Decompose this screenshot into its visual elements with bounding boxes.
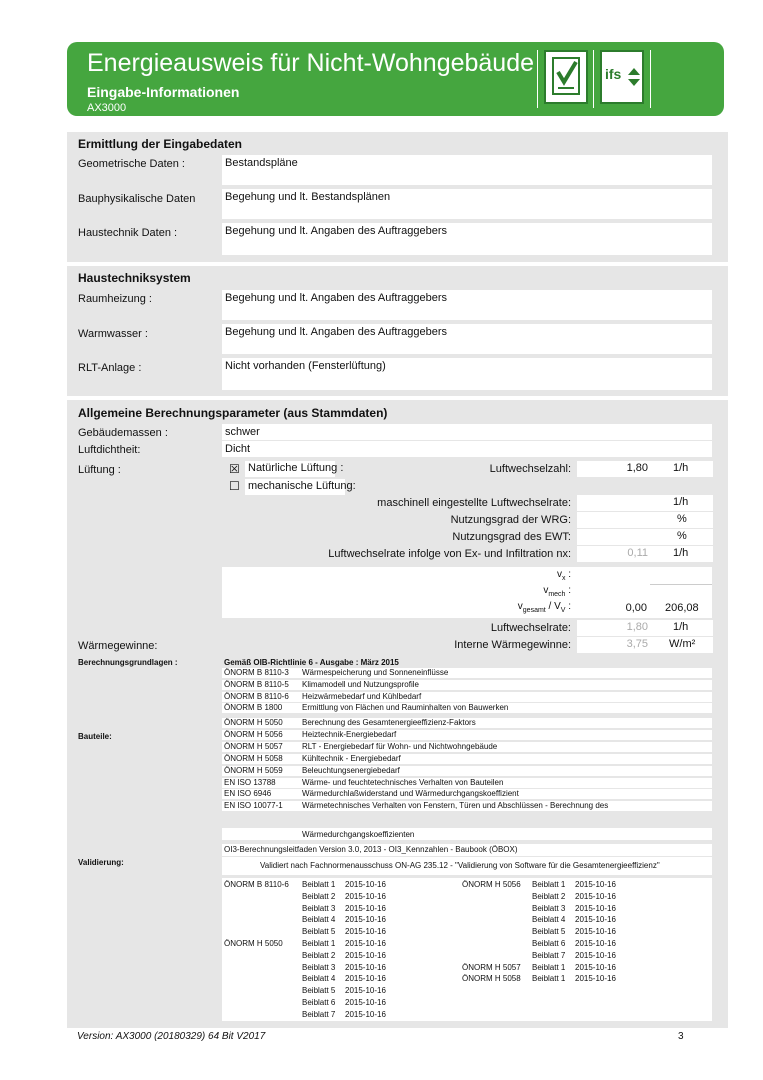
ifs-logo-text: ifs <box>605 66 622 82</box>
validation-date: 2015-10-16 <box>345 986 386 996</box>
raumheizung-field[interactable]: Begehung und lt. Angaben des Auftraggebers <box>222 290 712 320</box>
natuerliche-lueftung-label: Natürliche Lüftung : <box>245 461 335 477</box>
validation-sheet: Beiblatt 6 <box>532 939 566 948</box>
bauphysik-label: Bauphysikalische Daten <box>78 193 196 205</box>
vgesamt-value: 0,00 <box>625 602 647 614</box>
norm-code: ÖNORM B 8110-6 <box>224 691 289 701</box>
warmwasser-label: Warmwasser : <box>78 328 148 340</box>
header-divider <box>650 50 651 108</box>
document-subtitle: Eingabe-Informationen <box>87 84 240 100</box>
divider <box>650 584 712 585</box>
ewt-unit: % <box>651 529 713 545</box>
ifs-logo-icon <box>600 50 644 104</box>
validation-norm: ÖNORM B 8110-6 <box>224 880 289 889</box>
validation-sheet: Beiblatt 2 <box>302 891 336 901</box>
validation-date: 2015-10-16 <box>575 880 616 889</box>
maschinell-label: maschinell eingestellte Luftwechselrate: <box>377 497 571 509</box>
maschinell-value[interactable] <box>577 495 651 511</box>
norm-code: EN ISO 13788 <box>224 777 276 787</box>
luftwechselrate-label: Luftwechselrate: <box>490 622 571 634</box>
section-title: Ermittlung der Eingabedaten <box>78 137 243 151</box>
checklist-logo-icon <box>544 50 588 104</box>
bauphysik-field[interactable]: Begehung und lt. Bestandsplänen <box>222 189 712 219</box>
validation-sheet: Beiblatt 1 <box>302 880 336 889</box>
norm-desc: Berechnung des Gesamtenergieeffizienz-Faktors <box>302 718 476 727</box>
norm-code: ÖNORM H 5057 <box>224 741 283 751</box>
header-divider <box>593 50 594 108</box>
raumheizung-label: Raumheizung : <box>78 293 152 305</box>
validation-sheet: Beiblatt 3 <box>532 903 566 913</box>
geometrie-label: Geometrische Daten : <box>78 158 185 170</box>
luftdichtheit-field[interactable]: Dicht <box>222 441 712 457</box>
validation-sheet: Beiblatt 7 <box>302 1009 336 1019</box>
vgesamt-label: $v_{gesamt} / V_V$ : <box>517 601 571 614</box>
validation-norm: ÖNORM H 5056 <box>462 880 521 889</box>
norm-code: ÖNORM B 1800 <box>224 703 283 713</box>
validation-date: 2015-10-16 <box>575 927 616 937</box>
validation-date: 2015-10-16 <box>345 891 386 901</box>
validation-sheet: Beiblatt 3 <box>302 962 336 972</box>
validation-date: 2015-10-16 <box>575 950 616 960</box>
validierung-label: Validierung: <box>78 858 124 867</box>
validation-date: 2015-10-16 <box>345 974 386 984</box>
validation-sheet: Beiblatt 4 <box>302 915 336 925</box>
norm-row <box>222 754 712 764</box>
validation-sheet: Beiblatt 4 <box>532 915 566 925</box>
haustechnik-daten-field[interactable]: Begehung und lt. Angaben des Auftraggebers <box>222 223 712 255</box>
validation-date: 2015-10-16 <box>345 962 386 972</box>
validation-sheet: Beiblatt 1 <box>532 962 566 972</box>
validation-norm: ÖNORM H 5050 <box>224 939 283 948</box>
validation-sheet: Beiblatt 1 <box>302 939 336 948</box>
leitfaden-text: OI3-Berechnungsleitfaden Version 3.0, 2013 - OI3_Kennzahlen - Baubook (ÖBOX) <box>224 845 518 854</box>
bauteile-label: Bauteile: <box>78 732 112 741</box>
mechanische-lueftung-checkbox[interactable]: ☐ <box>229 479 240 493</box>
vv-value: 206,08 <box>665 602 699 614</box>
norm-desc: Klimamodell und Nutzungsprofile <box>302 679 419 689</box>
validation-date: 2015-10-16 <box>575 891 616 901</box>
natuerliche-lueftung-checkbox[interactable]: ☒ <box>229 462 240 476</box>
infiltration-value[interactable]: 0,11 <box>577 546 651 562</box>
validation-date: 2015-10-16 <box>345 927 386 937</box>
vx-label: $v_x$ : <box>556 569 571 582</box>
validation-norm: ÖNORM H 5058 <box>462 974 521 984</box>
section-title: Allgemeine Berechnungsparameter (aus Stammdaten) <box>78 406 388 420</box>
norm-desc: Wärmespeicherung und Sonneneinflüsse <box>302 668 449 677</box>
validation-sheet: Beiblatt 1 <box>532 880 566 889</box>
validation-sheet: Beiblatt 5 <box>302 927 336 937</box>
norm-desc: Wärme- und feuchtetechnisches Verhalten von Bauteilen <box>302 777 504 787</box>
validation-sheet: Beiblatt 2 <box>532 891 566 901</box>
validation-norm: ÖNORM H 5057 <box>462 962 521 972</box>
footer-version: Version: AX3000 (20180329) 64 Bit V2017 <box>77 1031 266 1042</box>
grundlagen-heading: Gemäß OIB-Richtlinie 6 - Ausgabe : März 2015 <box>224 658 399 667</box>
maschinell-unit: 1/h <box>651 495 713 511</box>
header-banner <box>67 42 724 116</box>
norm-code: ÖNORM B 8110-5 <box>224 679 289 689</box>
validation-date: 2015-10-16 <box>575 915 616 925</box>
norm-code: ÖNORM H 5058 <box>224 753 283 763</box>
validation-sheet: Beiblatt 5 <box>532 927 566 937</box>
validation-sheet: Beiblatt 6 <box>302 998 336 1007</box>
product-name: AX3000 <box>87 102 127 114</box>
rlt-anlage-label: RLT-Anlage : <box>78 362 142 374</box>
norm-row <box>222 829 712 840</box>
norm-desc-continued: Wärmedurchgangskoeffizienten <box>302 830 415 839</box>
norm-desc: Wärmedurchlaßwiderstand und Wärmedurchgangskoeffizient <box>302 789 519 799</box>
warmwasser-field[interactable]: Begehung und lt. Angaben des Auftraggebers <box>222 324 712 354</box>
validation-date: 2015-10-16 <box>345 915 386 925</box>
haustechnik-daten-label: Haustechnik Daten : <box>78 227 178 239</box>
wrg-unit: % <box>651 512 713 528</box>
ewt-value[interactable] <box>577 529 651 545</box>
norm-row <box>222 692 712 702</box>
validation-date: 2015-10-16 <box>575 962 616 972</box>
interne-waermegewinne-value[interactable]: 3,75 <box>577 637 651 653</box>
norm-code: EN ISO 10077-1 <box>224 801 283 811</box>
mechanische-lueftung-label: mechanische Lüftung: <box>245 479 345 495</box>
validierung-table <box>222 878 712 1021</box>
validation-date: 2015-10-16 <box>345 1009 386 1019</box>
rlt-anlage-field[interactable]: Nicht vorhanden (Fensterlüftung) <box>222 358 712 390</box>
interne-waermegewinne-label: Interne Wärmegewinne: <box>454 639 571 651</box>
validation-sheet: Beiblatt 7 <box>532 950 566 960</box>
section-haustechnik <box>67 266 728 396</box>
luftwechselrate-value[interactable]: 1,80 <box>577 620 651 636</box>
waermegewinne-label: Wärmegewinne: <box>78 640 158 652</box>
norm-code: ÖNORM H 5050 <box>224 718 283 727</box>
validation-date: 2015-10-16 <box>345 950 386 960</box>
vmech-label: $v_{mech}$ : <box>543 585 571 598</box>
norm-desc: Heiztechnik-Energiebedarf <box>302 729 397 739</box>
lueftung-label: Lüftung : <box>78 464 121 476</box>
norm-code: ÖNORM H 5056 <box>224 729 283 739</box>
validation-sheet: Beiblatt 4 <box>302 974 336 984</box>
infiltration-unit: 1/h <box>651 546 713 562</box>
wrg-value[interactable] <box>577 512 651 528</box>
validation-date: 2015-10-16 <box>345 939 386 948</box>
norm-code: ÖNORM H 5059 <box>224 765 283 775</box>
geometrie-field[interactable]: Bestandspläne <box>222 155 712 185</box>
norm-desc: Beleuchtungsenergiebedarf <box>302 765 400 775</box>
header-divider <box>537 50 538 108</box>
luftwechselzahl-unit: 1/h <box>651 461 713 477</box>
wrg-label: Nutzungsgrad der WRG: <box>450 514 571 526</box>
validation-date: 2015-10-16 <box>345 903 386 913</box>
validation-date: 2015-10-16 <box>575 974 616 984</box>
validation-date: 2015-10-16 <box>575 939 616 948</box>
document-title: Energieausweis für Nicht-Wohngebäude <box>87 49 535 77</box>
validation-sheet: Beiblatt 3 <box>302 903 336 913</box>
validation-date: 2015-10-16 <box>345 880 386 889</box>
validation-date: 2015-10-16 <box>345 998 386 1007</box>
luftdichtheit-label: Luftdichtheit: <box>78 444 141 456</box>
norm-row <box>222 668 712 678</box>
gebaeudemassen-field[interactable]: schwer <box>222 424 712 440</box>
norm-desc: Wärmetechnisches Verhalten von Fenstern, Türen und Abschlüssen - Berechnung des <box>302 801 609 811</box>
luftwechselrate-unit: 1/h <box>651 620 713 636</box>
ewt-label: Nutzungsgrad des EWT: <box>452 531 571 543</box>
norm-desc: Ermittlung von Flächen und Rauminhalten von Bauwerken <box>302 703 509 713</box>
section-eingabedaten <box>67 132 728 262</box>
norm-row <box>222 730 712 740</box>
section-title: Haustechniksystem <box>78 271 191 285</box>
norm-code: EN ISO 6946 <box>224 789 272 799</box>
grundlagen-label: Berechnungsgrundlagen : <box>78 658 178 667</box>
infiltration-label: Luftwechselrate infolge von Ex- und Infiltration nx: <box>328 548 571 560</box>
interne-waermegewinne-unit: W/m² <box>651 637 713 653</box>
validation-sheet: Beiblatt 5 <box>302 986 336 996</box>
validation-sheet: Beiblatt 2 <box>302 950 336 960</box>
norm-desc: Heizwärmebedarf und Kühlbedarf <box>302 691 422 701</box>
norm-desc: Kühltechnik - Energiebedarf <box>302 753 401 763</box>
norm-row <box>222 766 712 776</box>
norm-row <box>222 680 712 690</box>
gebaeudemassen-label: Gebäudemassen : <box>78 427 168 439</box>
validierung-note: Validiert nach Fachnormenausschuss ON-AG 235.12 - "Validierung von Software für die Gesamtenergieeffizienz" <box>260 861 660 870</box>
norm-desc: RLT - Energiebedarf für Wohn- und Nichtwohngebäude <box>302 741 498 751</box>
validation-sheet: Beiblatt 1 <box>532 974 566 984</box>
norm-code: ÖNORM B 8110-3 <box>224 668 289 677</box>
validation-date: 2015-10-16 <box>575 903 616 913</box>
section-berechnung <box>67 400 728 1028</box>
page-number: 3 <box>678 1031 684 1042</box>
luftwechselzahl-label: Luftwechselzahl: <box>489 463 571 475</box>
luftwechselzahl-value[interactable]: 1,80 <box>577 461 651 477</box>
